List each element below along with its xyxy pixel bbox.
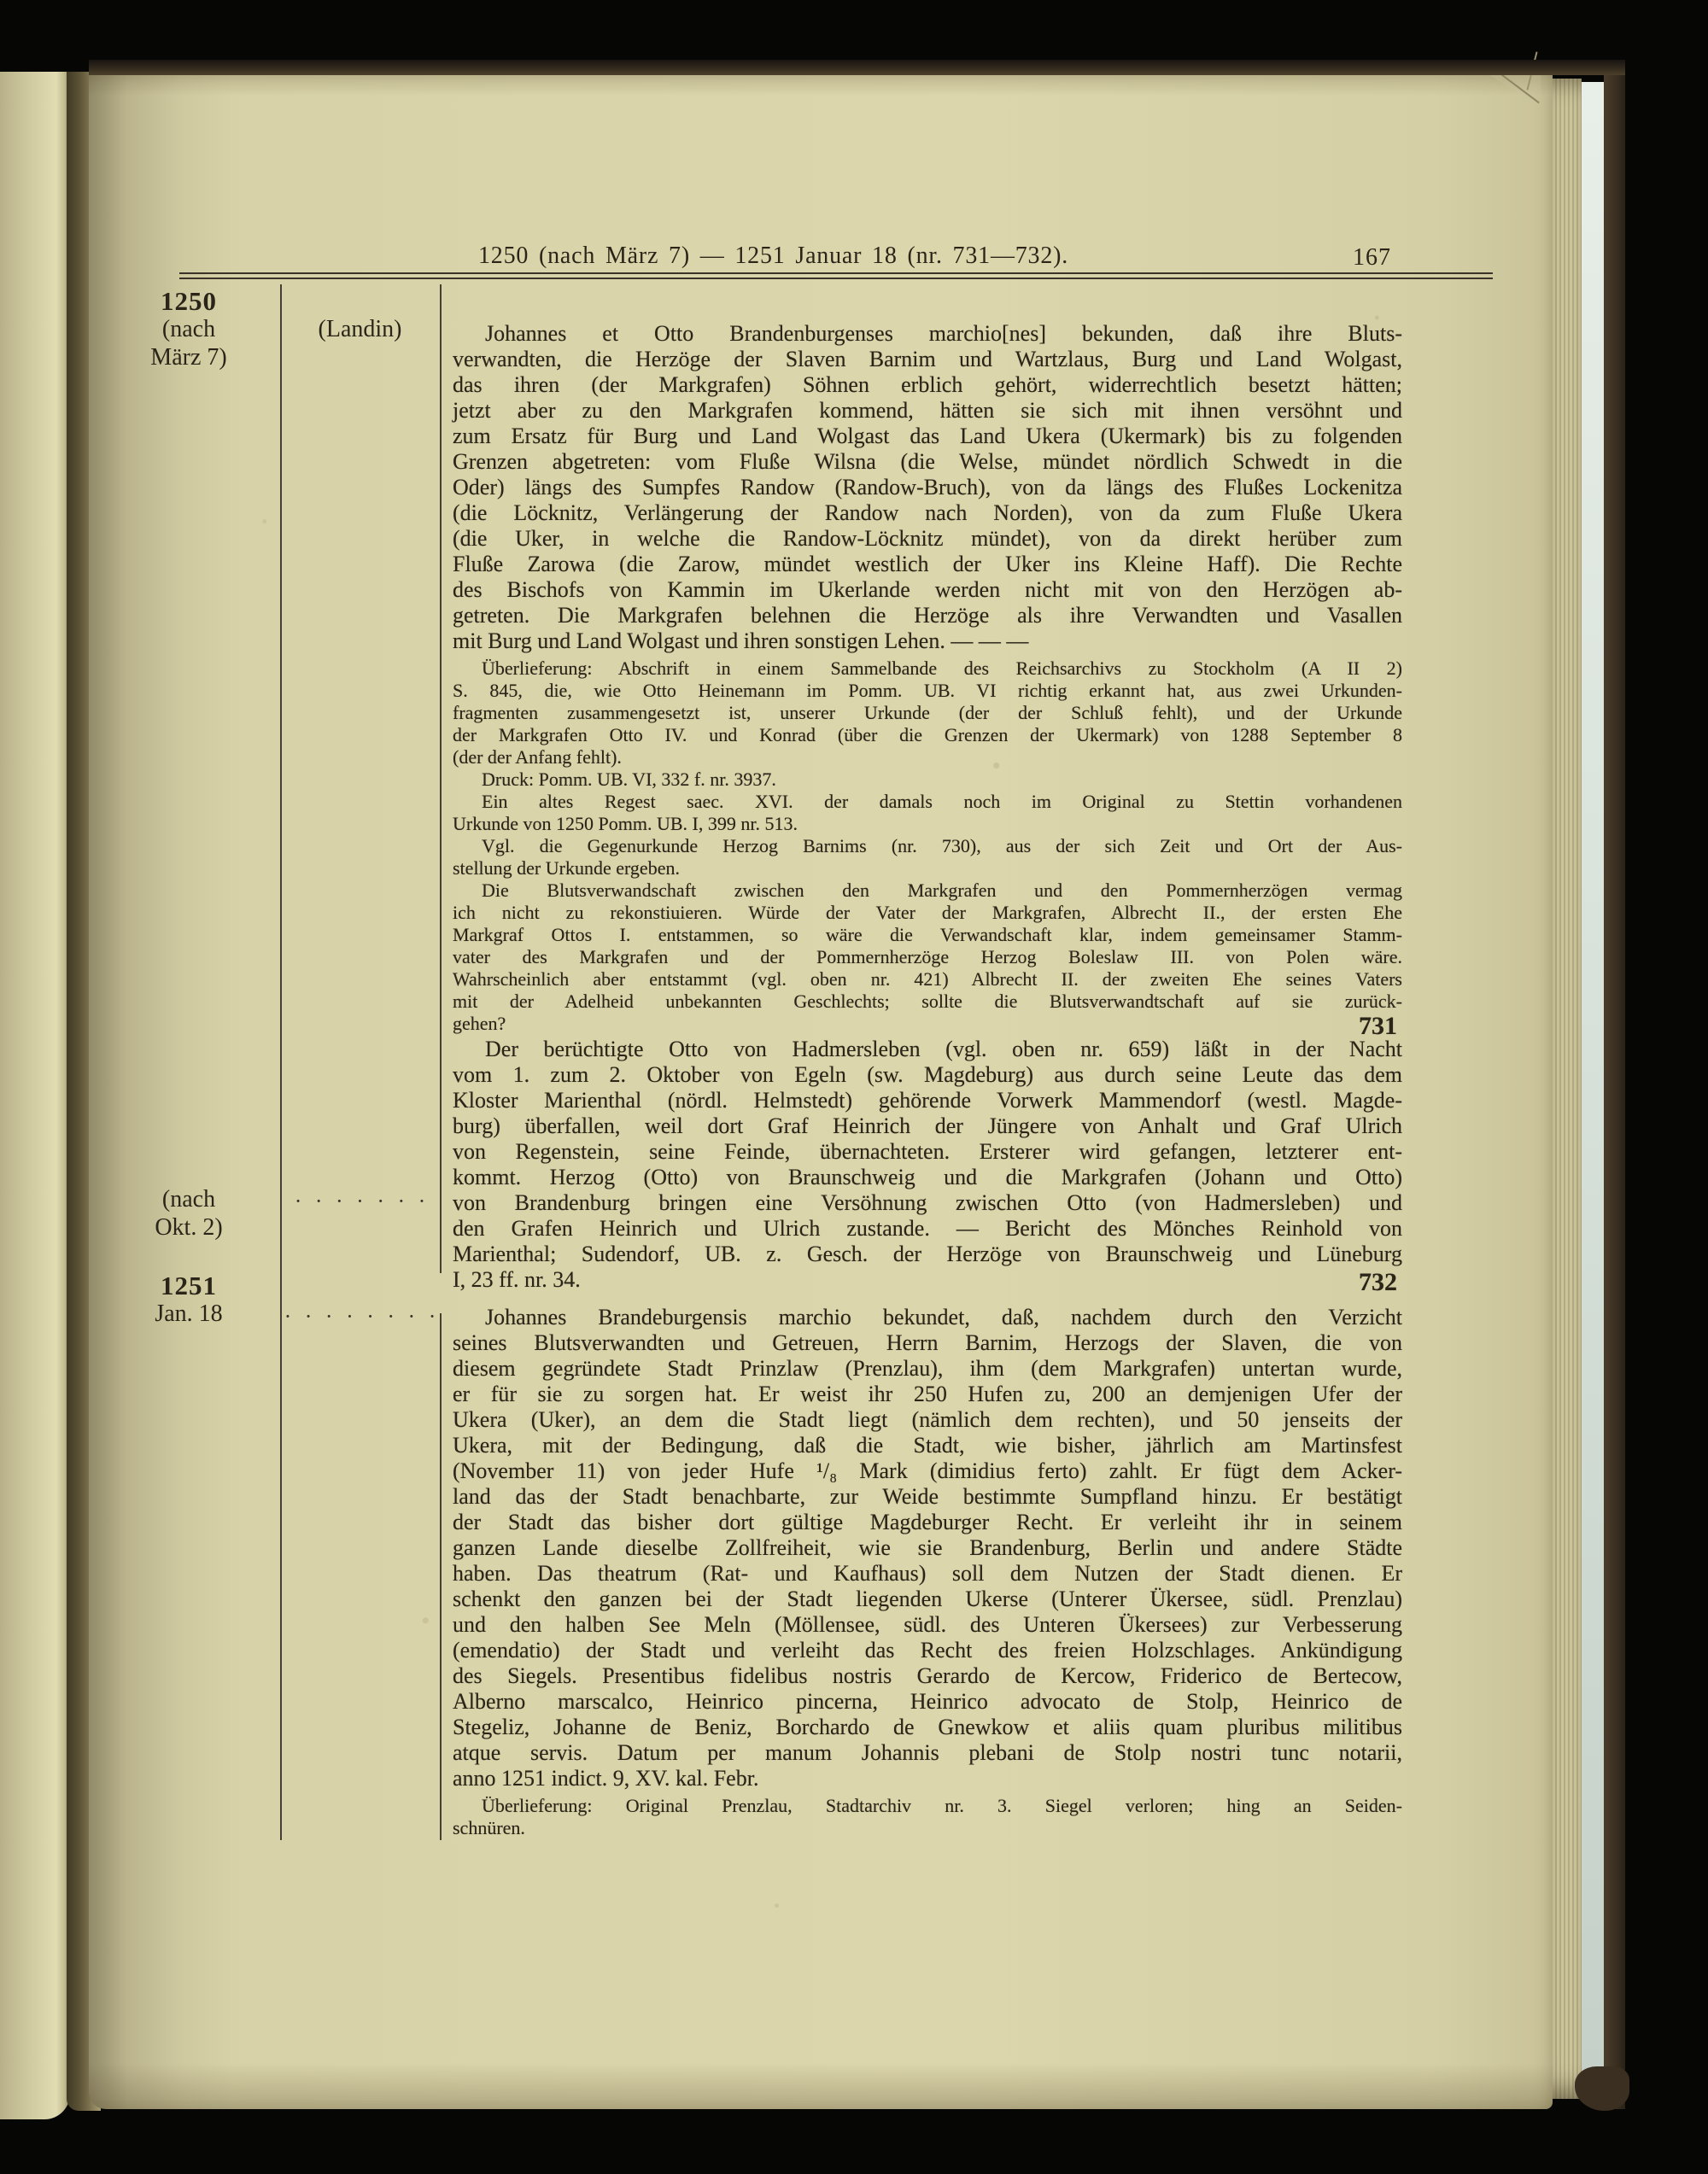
text-line: (der der Anfang fehlt).: [453, 746, 622, 768]
margin-date-nach-okt-2: [104, 1185, 273, 1242]
regest-731-notes: [453, 657, 1402, 1040]
text-line: schenkt den ganzen bei der Stadt liegenden Ukerse (Unterer Ükersee, südl. Prenzlau): [453, 1587, 1402, 1611]
text-line: (die Löcknitz, Verlängerung der Randow nach Norden), von da zum Fluße Ukera: [453, 500, 1402, 525]
text-line: Urkunde von 1250 Pomm. UB. I, 399 nr. 513.: [453, 813, 798, 834]
place-name: (Landin): [318, 316, 402, 342]
margin-date-line: (nach: [161, 316, 216, 342]
regest-1251-notes: [453, 1795, 1402, 1839]
margin-year: 1251: [161, 1271, 217, 1300]
text-line: Alberno marscalco, Heinrico pincerna, Heinrico advocato de Stolp, Heinrico de: [453, 1689, 1402, 1714]
text-line: Ukera, mit der Bedingung, daß die Stadt, wie bisher, jährlich am Martinsfest: [453, 1433, 1402, 1458]
text-line: von Regenstein, seine Feinde, übernachteten. Ersterer wird gefangen, letzterer ent-: [453, 1139, 1402, 1164]
text-line: Druck: Pomm. UB. VI, 332 f. nr. 3937.: [482, 768, 776, 790]
text-line: fragmenten zusammengesetzt ist, unserer Urkunde (der der Schluß fehlt), und der Urkunde: [453, 702, 1402, 723]
text-line: der Stadt das bisher dort gültige Magdeburger Recht. Er verleiht ihr in seinem: [453, 1510, 1402, 1534]
regest-1251-body: [453, 1305, 1402, 1791]
column-rule-right-upper: [440, 284, 442, 1273]
margin-date-1250: [104, 287, 273, 371]
place-dots: · · · · · · ·: [294, 1189, 426, 1213]
text-line: Fluße Zarowa (die Zarow, mündet westlich der Uker ins Kleine Haff). Die Rechte: [453, 552, 1402, 576]
text-line: das ihren (der Markgrafen) Söhnen erblich gehört, widerrechtlich besetzt hätten;: [453, 372, 1402, 397]
text-line: haben. Das theatrum (Rat- und Kaufhaus) soll dem Nutzen der Stadt dienen. Er: [453, 1561, 1402, 1586]
text-line: Kloster Marienthal (nördl. Helmstedt) gehörende Vorwerk Mammendorf (westl. Magde-: [453, 1088, 1402, 1113]
regest-number-731: 731: [1359, 1012, 1397, 1040]
regest-732-body: [453, 1037, 1402, 1296]
text-line: Markgraf Ottos I. entstammen, so wäre die Verwandschaft klar, indem gemeinsamer Stamm-: [453, 924, 1402, 945]
text-line: der Markgrafen Otto IV. und Konrad (über die Grenzen der Ukermark) von 1288 September 8: [453, 724, 1402, 745]
text-line: ich nicht zu rekonstiuieren. Würde der Vater der Markgrafen, Albrecht II., der ersten Ehe: [453, 902, 1402, 923]
text-line: Stegeliz, Johanne de Beniz, Borchardo de Gnewkow et aliis quam pluribus militibus: [453, 1715, 1402, 1739]
regest-731-body: [453, 321, 1402, 654]
margin-date-line: Okt. 2): [155, 1214, 223, 1241]
text-line: S. 845, die, wie Otto Heinemann im Pomm. UB. VI richtig erkannt hat, aus zwei Urkunden-: [453, 680, 1402, 701]
text-line: stellung der Urkunde ergeben.: [453, 857, 680, 879]
column-rule-left: [280, 284, 282, 1840]
text-line: I, 23 ff. nr. 34.: [453, 1267, 581, 1292]
text-line: (emendatio) der Stadt und verleiht das Recht des freien Holzschlages. Ankündigung: [453, 1638, 1402, 1663]
previous-page-edge: [0, 72, 70, 2119]
text-line: vom 1. zum 2. Oktober von Egeln (sw. Magdeburg) aus durch seine Leute das dem: [453, 1062, 1402, 1087]
text-line: den Grafen Heinrich und Ulrich zustande. — Bericht des Mönches Reinhold von: [453, 1216, 1402, 1241]
text-line: verwandten, die Herzöge der Slaven Barnim und Wartzlaus, Burg und Land Wolgast,: [453, 347, 1402, 371]
text-line: atque servis. Datum per manum Johannis plebani de Stolp nostri tunc notarii,: [453, 1740, 1402, 1765]
text-line: getreten. Die Markgrafen belehnen die Herzöge als ihre Verwandten und Vasallen: [453, 603, 1402, 628]
margin-year: 1250: [161, 286, 217, 316]
text-line: Johannes et Otto Brandenburgenses marchio[nes] bekunden, daß ihre Bluts-: [485, 321, 1402, 346]
text-line: Vgl. die Gegenurkunde Herzog Barnims (nr. 730), aus der sich Zeit und Ort der Aus-: [482, 835, 1402, 856]
text-line: Johannes Brandeburgensis marchio bekundet, daß, nachdem durch den Verzicht: [485, 1305, 1402, 1330]
text-line: seines Blutsverwandten und Getreuen, Herrn Barnim, Herzogs der Slaven, die von: [453, 1330, 1402, 1355]
text-line: land das der Stadt benachbarte, zur Weide bestimmte Sumpfland hinzu. Er bestätigt: [453, 1484, 1402, 1509]
text-line: Ein altes Regest saec. XVI. der damals noch im Original zu Stettin vorhandenen: [482, 791, 1402, 812]
page-corner-crease: [1488, 73, 1541, 108]
text-line: Ukera (Uker), an dem die Stadt liegt (nämlich dem rechten), und 50 jenseits der: [453, 1407, 1402, 1432]
text-line: kommt. Herzog (Otto) von Braunschweig und die Markgrafen (Johann und Otto): [453, 1165, 1402, 1189]
margin-date-1251: [104, 1271, 273, 1328]
text-line: schnüren.: [453, 1817, 525, 1838]
margin-date-line: Jan. 18: [155, 1300, 223, 1327]
column-rule-right-lower: [440, 1313, 442, 1840]
text-line: jetzt aber zu den Markgrafen kommend, hätten sie sich mit ihnen versöhnt und: [453, 398, 1402, 423]
running-head-title: 1250 (nach März 7) — 1251 Januar 18 (nr. 731—732).: [478, 243, 1069, 269]
book-page: [89, 73, 1553, 2109]
page-stack-fore-edge: [1553, 79, 1582, 2099]
text-line: Marienthal; Sudendorf, UB. z. Gesch. der Herzöge von Braunschweig und Lüneburg: [453, 1242, 1402, 1266]
text-line: gehen?: [453, 1013, 506, 1034]
text-line: zum Ersatz für Burg und Land Wolgast das Land Ukera (Ukermark) bis zu folgenden: [453, 424, 1402, 448]
regest-number-732: 732: [1359, 1268, 1397, 1296]
text-line: Oder) längs des Sumpfes Randow (Randow-Bruch), von da längs des Flußes Lockenitza: [453, 475, 1402, 500]
endpaper-edge: [1582, 82, 1604, 2090]
text-line: diesem gegründete Stadt Prinzlaw (Prenzlau), ihm (dem Markgrafen) untertan wurde,: [453, 1356, 1402, 1381]
text-line: mit der Adelheid unbekannten Geschlechts; sollte die Blutsverwandtschaft auf sie zurück-: [453, 991, 1402, 1012]
text-line: Der berüchtigte Otto von Hadmersleben (vgl. oben nr. 659) läßt in der Nacht: [485, 1037, 1402, 1061]
text-line: Überlieferung: Original Prenzlau, Stadtarchiv nr. 3. Siegel verloren; hing an Seiden-: [482, 1795, 1402, 1816]
text-line: anno 1251 indict. 9, XV. kal. Febr.: [453, 1766, 759, 1791]
double-rule: [179, 272, 1493, 279]
text-line: (die Uker, in welche die Randow-Löcknitz mündet), von da direkt herüber zum: [453, 526, 1402, 551]
margin-date-line: März 7): [150, 344, 227, 371]
page-number: 167: [1353, 244, 1391, 271]
text-line: Überlieferung: Abschrift in einem Sammelbande des Reichsarchivs zu Stockholm (A II 2): [482, 657, 1402, 679]
text-line: von Brandenburg bringen eine Versöhnung zwischen Otto (von Hadmersleben) und: [453, 1190, 1402, 1215]
text-line: burg) überfallen, weil dort Graf Heinrich der Jüngere von Anhalt und Graf Ulrich: [453, 1113, 1402, 1138]
text-line: Wahrscheinlich aber entstammt (vgl. oben nr. 421) Albrecht II. der zweiten Ehe seines Vaters: [453, 968, 1402, 990]
text-line: Grenzen abgetreten: vom Fluße Wilsna (die Welse, mündet nördlich Schwedt in die: [453, 449, 1402, 474]
text-line: er für sie zu sorgen hat. Er weist ihr 250 Hufen zu, 200 an demjenigen Ufer der: [453, 1382, 1402, 1406]
text-line: des Bischofs von Kammin im Ukerlande werden nicht mit von den Herzögen ab-: [453, 577, 1402, 602]
book-cover-top: [89, 60, 1625, 75]
text-line: vater des Markgrafen und der Pommernherzöge Herzog Boleslaw III. von Polen wäre.: [453, 946, 1402, 967]
text-line: mit Burg und Land Wolgast und ihren sonstigen Lehen. — — —: [453, 628, 1029, 653]
text-line: ganzen Lande dieselbe Zollfreiheit, wie sie Brandenburg, Berlin und andere Städte: [453, 1535, 1402, 1560]
book-cover-right: [1604, 63, 1625, 2109]
text-line: Die Blutsverwandschaft zwischen den Markgrafen und den Pommernherzögen vermag: [482, 880, 1402, 901]
text-line: und den halben See Meln (Möllensee, südl. des Unteren Ükersees) zur Verbesserung: [453, 1612, 1402, 1637]
book-cover-corner: [1575, 2066, 1629, 2111]
text-line: (November 11) von jeder Hufe ¹/₈ Mark (dimidius ferto) zahlt. Er fügt dem Acker-: [453, 1458, 1402, 1483]
text-line: des Siegels. Presentibus fidelibus nostris Gerardo de Kercow, Friderico de Bertecow,: [453, 1663, 1402, 1688]
margin-date-line: (nach: [161, 1186, 216, 1213]
place-dots: · · · · · · · ·: [284, 1304, 436, 1329]
